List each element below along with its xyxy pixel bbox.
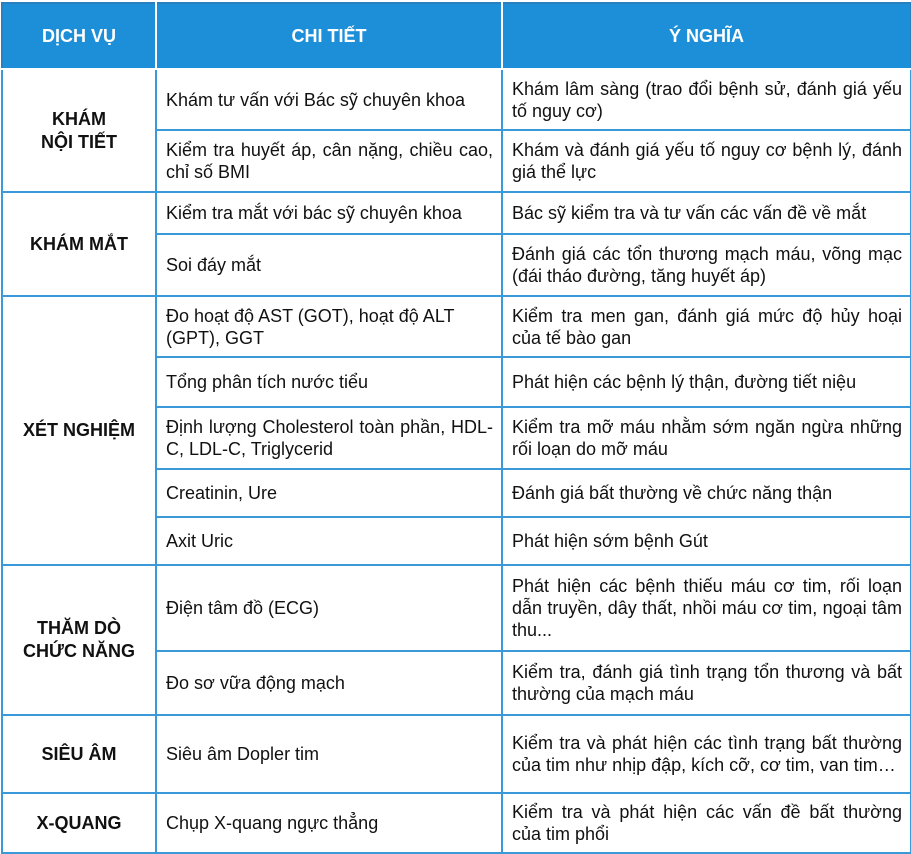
detail-cell: Kiểm tra mắt với bác sỹ chuyên khoa (156, 192, 502, 234)
meaning-cell: Kiểm tra men gan, đánh giá mức độ hủy hoại của tế bào gan (502, 296, 911, 357)
category-lab-test: XÉT NGHIỆM (2, 296, 156, 565)
table-row (2, 192, 911, 234)
detail-cell: Điện tâm đồ (ECG) (156, 565, 502, 651)
detail-cell: Đo hoạt độ AST (GOT), hoạt độ ALT (GPT), GGT (156, 296, 502, 357)
meaning-cell: Phát hiện các bệnh lý thận, đường tiết niệu (502, 357, 911, 407)
header-meaning: Ý NGHĨA (502, 3, 911, 69)
category-ultrasound: SIÊU ÂM (2, 715, 156, 793)
detail-cell: Creatinin, Ure (156, 469, 502, 517)
header-detail: CHI TIẾT (156, 3, 502, 69)
table-row (2, 565, 911, 651)
table-row (2, 715, 911, 793)
category-eye: KHÁM MẮT (2, 192, 156, 296)
detail-cell: Tổng phân tích nước tiểu (156, 357, 502, 407)
category-functional-test (2, 565, 156, 715)
header-row (2, 3, 911, 69)
meaning-cell: Kiểm tra mỡ máu nhằm sớm ngăn ngừa những rối loạn do mỡ máu (502, 407, 911, 469)
header-service: DỊCH VỤ (2, 3, 156, 69)
detail-cell: Axit Uric (156, 517, 502, 565)
category-xray: X-QUANG (2, 793, 156, 853)
detail-cell: Chụp X-quang ngực thẳng (156, 793, 502, 853)
detail-cell: Định lượng Cholesterol toàn phần, HDL-C, LDL-C, Triglycerid (156, 407, 502, 469)
detail-cell: Kiểm tra huyết áp, cân nặng, chiều cao, chỉ số BMI (156, 130, 502, 192)
table-row (2, 69, 911, 130)
detail-cell: Khám tư vấn với Bác sỹ chuyên khoa (156, 69, 502, 130)
detail-cell: Siêu âm Dopler tim (156, 715, 502, 793)
meaning-cell: Phát hiện các bệnh thiếu máu cơ tim, rối loạn dẫn truyền, dây thất, nhồi máu cơ tim, ngoại tâm thu... (502, 565, 911, 651)
meaning-cell: Kiểm tra và phát hiện các tình trạng bất thường của tim như nhịp đập, kích cỡ, cơ tim, van tim… (502, 715, 911, 793)
meaning-cell: Khám lâm sàng (trao đổi bệnh sử, đánh giá yếu tố nguy cơ) (502, 69, 911, 130)
services-table (1, 2, 911, 854)
meaning-cell: Phát hiện sớm bệnh Gút (502, 517, 911, 565)
detail-cell: Soi đáy mắt (156, 234, 502, 296)
table-row (2, 793, 911, 853)
meaning-cell: Đánh giá các tổn thương mạch máu, võng mạc (đái tháo đường, tăng huyết áp) (502, 234, 911, 296)
meaning-cell: Khám và đánh giá yếu tố nguy cơ bệnh lý, đánh giá thể lực (502, 130, 911, 192)
category-endocrine (2, 69, 156, 192)
meaning-cell: Bác sỹ kiểm tra và tư vấn các vấn đề về mắt (502, 192, 911, 234)
detail-cell: Đo sơ vữa động mạch (156, 651, 502, 715)
meaning-cell: Kiểm tra, đánh giá tình trạng tổn thương và bất thường của mạch máu (502, 651, 911, 715)
category-label: KHÁM NỘI TIẾT (41, 108, 117, 152)
table-row (2, 296, 911, 357)
meaning-cell: Đánh giá bất thường về chức năng thận (502, 469, 911, 517)
category-label: THĂM DÒ CHỨC NĂNG (23, 618, 135, 661)
meaning-cell: Kiểm tra và phát hiện các vấn đề bất thường của tim phổi (502, 793, 911, 853)
